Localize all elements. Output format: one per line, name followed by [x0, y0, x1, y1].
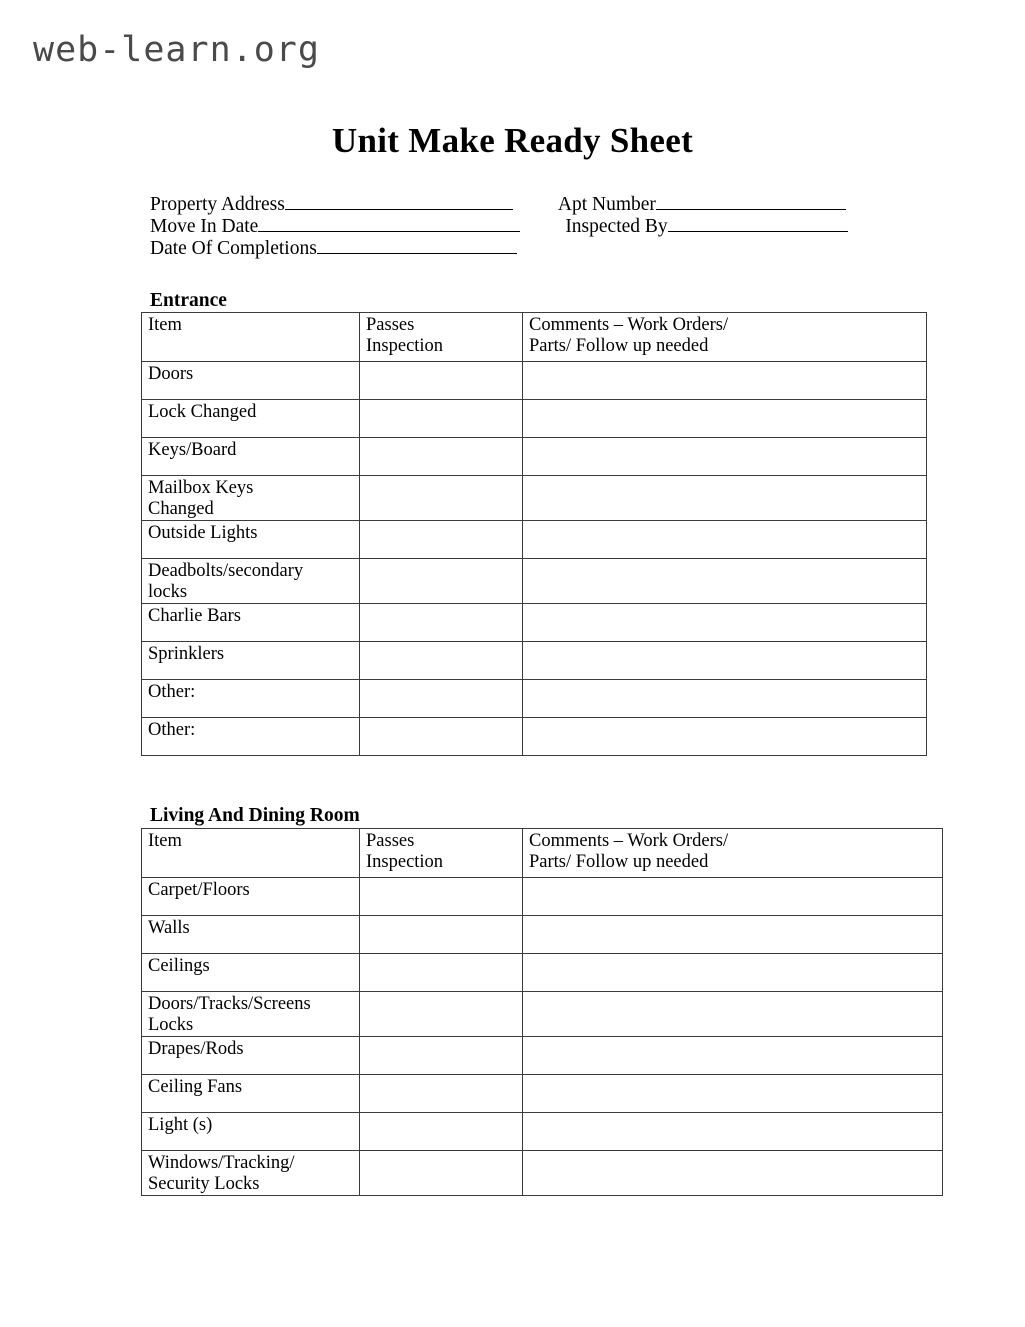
table-row [142, 521, 927, 559]
item-line-1: Ceiling Fans [148, 1077, 243, 1097]
row-passes-cell[interactable] [360, 1151, 523, 1196]
item-line-1: Doors/Tracks/Screens [148, 994, 311, 1014]
row-comments-cell[interactable] [523, 400, 927, 438]
item-line-1: Drapes/Rods [148, 1039, 244, 1059]
move-in-date-input[interactable] [258, 216, 520, 232]
comments-line-2: Parts/ Follow up needed [529, 336, 709, 356]
passes-line-1: Passes [366, 831, 415, 851]
row-comments-cell[interactable] [523, 476, 927, 521]
table-header-row [142, 829, 943, 878]
row-passes-cell[interactable] [360, 1037, 523, 1075]
item-line-1: Walls [148, 918, 190, 938]
row-passes-cell[interactable] [360, 604, 523, 642]
row-item-label [142, 1151, 360, 1196]
row-passes-cell[interactable] [360, 559, 523, 604]
table-row [142, 438, 927, 476]
row-passes-cell[interactable] [360, 438, 523, 476]
item-line-1: Outside Lights [148, 523, 258, 543]
inspected-by-label: Inspected By [565, 216, 668, 237]
row-comments-cell[interactable] [523, 521, 927, 559]
row-item-label [142, 521, 360, 559]
move-in-date-label: Move In Date [150, 216, 259, 237]
row-comments-cell[interactable] [523, 718, 927, 756]
row-item-label [142, 438, 360, 476]
row-comments-cell[interactable] [523, 916, 943, 954]
item-line-1: Lock Changed [148, 402, 257, 422]
row-item-label [142, 642, 360, 680]
column-header-comments [523, 313, 927, 362]
row-item-label [142, 1075, 360, 1113]
item-line-2: locks [148, 582, 188, 602]
apt-number-input[interactable] [656, 194, 846, 210]
property-address-label: Property Address [150, 194, 285, 215]
row-item-label [142, 718, 360, 756]
row-passes-cell[interactable] [360, 1075, 523, 1113]
date-of-completions-input[interactable] [317, 238, 517, 254]
row-item-label [142, 954, 360, 992]
row-item-label [142, 362, 360, 400]
row-item-label [142, 400, 360, 438]
item-line-1: Keys/Board [148, 440, 237, 460]
passes-line-2: Inspection [366, 852, 444, 872]
table-row [142, 642, 927, 680]
row-comments-cell[interactable] [523, 1151, 943, 1196]
row-comments-cell[interactable] [523, 878, 943, 916]
comments-line-1: Comments – Work Orders/ [529, 315, 729, 335]
form-row-completion [150, 238, 910, 260]
row-item-label [142, 476, 360, 521]
page-title: Unit Make Ready Sheet [331, 121, 694, 160]
row-comments-cell[interactable] [523, 680, 927, 718]
table-header-row [142, 313, 927, 362]
apt-number-label: Apt Number [557, 194, 656, 215]
comments-line-1: Comments – Work Orders/ [529, 831, 729, 851]
inspection-table-living-and-dining-room [141, 828, 943, 1196]
table-row [142, 718, 927, 756]
row-comments-cell[interactable] [523, 362, 927, 400]
table-row [142, 916, 943, 954]
row-comments-cell[interactable] [523, 954, 943, 992]
row-item-label [142, 604, 360, 642]
table-row [142, 559, 927, 604]
table-row [142, 878, 943, 916]
row-passes-cell[interactable] [360, 916, 523, 954]
table-row [142, 1075, 943, 1113]
item-line-1: Doors [148, 364, 194, 384]
row-passes-cell[interactable] [360, 400, 523, 438]
item-line-1: Deadbolts/secondary [148, 561, 304, 581]
row-passes-cell[interactable] [360, 954, 523, 992]
table-row [142, 992, 943, 1037]
passes-line-2: Inspection [366, 336, 444, 356]
item-line-2: Security Locks [148, 1174, 260, 1194]
row-passes-cell[interactable] [360, 680, 523, 718]
row-passes-cell[interactable] [360, 362, 523, 400]
table-row [142, 1151, 943, 1196]
row-passes-cell[interactable] [360, 718, 523, 756]
item-line-1: Ceilings [148, 956, 210, 976]
table-row [142, 362, 927, 400]
property-address-field[interactable] [150, 194, 513, 216]
form-row-address [150, 194, 910, 216]
row-passes-cell[interactable] [360, 1113, 523, 1151]
section-heading-entrance: Entrance [150, 290, 227, 311]
row-comments-cell[interactable] [523, 1113, 943, 1151]
item-line-2: Changed [148, 499, 214, 519]
item-line-1: Windows/Tracking/ [148, 1153, 295, 1173]
row-item-label [142, 680, 360, 718]
row-passes-cell[interactable] [360, 878, 523, 916]
property-address-input[interactable] [285, 194, 513, 210]
inspection-table-entrance [141, 312, 927, 756]
table-row [142, 954, 943, 992]
table-body [142, 313, 927, 756]
form-row-movein [150, 216, 910, 238]
column-header-passes-inspection [360, 313, 523, 362]
row-item-label [142, 992, 360, 1037]
row-comments-cell[interactable] [523, 1075, 943, 1113]
table-body [142, 829, 943, 1196]
passes-line-1: Passes [366, 315, 415, 335]
inspected-by-input[interactable] [668, 216, 848, 232]
item-line-1: Carpet/Floors [148, 880, 250, 900]
row-item-label [142, 1037, 360, 1075]
date-of-completions-field[interactable] [150, 238, 517, 260]
row-item-label [142, 559, 360, 604]
row-comments-cell[interactable] [523, 992, 943, 1037]
row-comments-cell[interactable] [523, 604, 927, 642]
row-passes-cell[interactable] [360, 642, 523, 680]
row-item-label [142, 916, 360, 954]
table-row [142, 476, 927, 521]
item-line-1: Light (s) [148, 1115, 213, 1135]
date-of-completions-label: Date Of Completions [150, 238, 317, 259]
row-comments-cell[interactable] [523, 559, 927, 604]
column-header-item: Item [142, 313, 360, 362]
site-watermark: web-learn.org [33, 30, 320, 70]
row-passes-cell[interactable] [360, 521, 523, 559]
table-row [142, 604, 927, 642]
row-item-label [142, 1113, 360, 1151]
item-line-1: Sprinklers [148, 644, 225, 664]
table-row [142, 680, 927, 718]
row-passes-cell[interactable] [360, 476, 523, 521]
move-in-date-field[interactable] [150, 216, 520, 238]
inspected-by-field[interactable] [565, 216, 847, 238]
item-line-1: Other: [148, 682, 196, 702]
row-comments-cell[interactable] [523, 438, 927, 476]
item-line-2: Locks [148, 1015, 194, 1035]
row-item-label [142, 878, 360, 916]
column-header-item: Item [142, 829, 360, 878]
table-row [142, 400, 927, 438]
row-comments-cell[interactable] [523, 642, 927, 680]
item-line-1: Mailbox Keys [148, 478, 254, 498]
table-row [142, 1037, 943, 1075]
item-line-1: Other: [148, 720, 196, 740]
apt-number-field[interactable] [558, 194, 846, 216]
row-passes-cell[interactable] [360, 992, 523, 1037]
table-row [142, 1113, 943, 1151]
column-header-comments [523, 829, 943, 878]
form-header-fields [150, 194, 910, 260]
item-line-1: Charlie Bars [148, 606, 241, 626]
row-comments-cell[interactable] [523, 1037, 943, 1075]
column-header-passes-inspection [360, 829, 523, 878]
section-heading-living-and-dining-room: Living And Dining Room [150, 805, 360, 826]
comments-line-2: Parts/ Follow up needed [529, 852, 709, 872]
